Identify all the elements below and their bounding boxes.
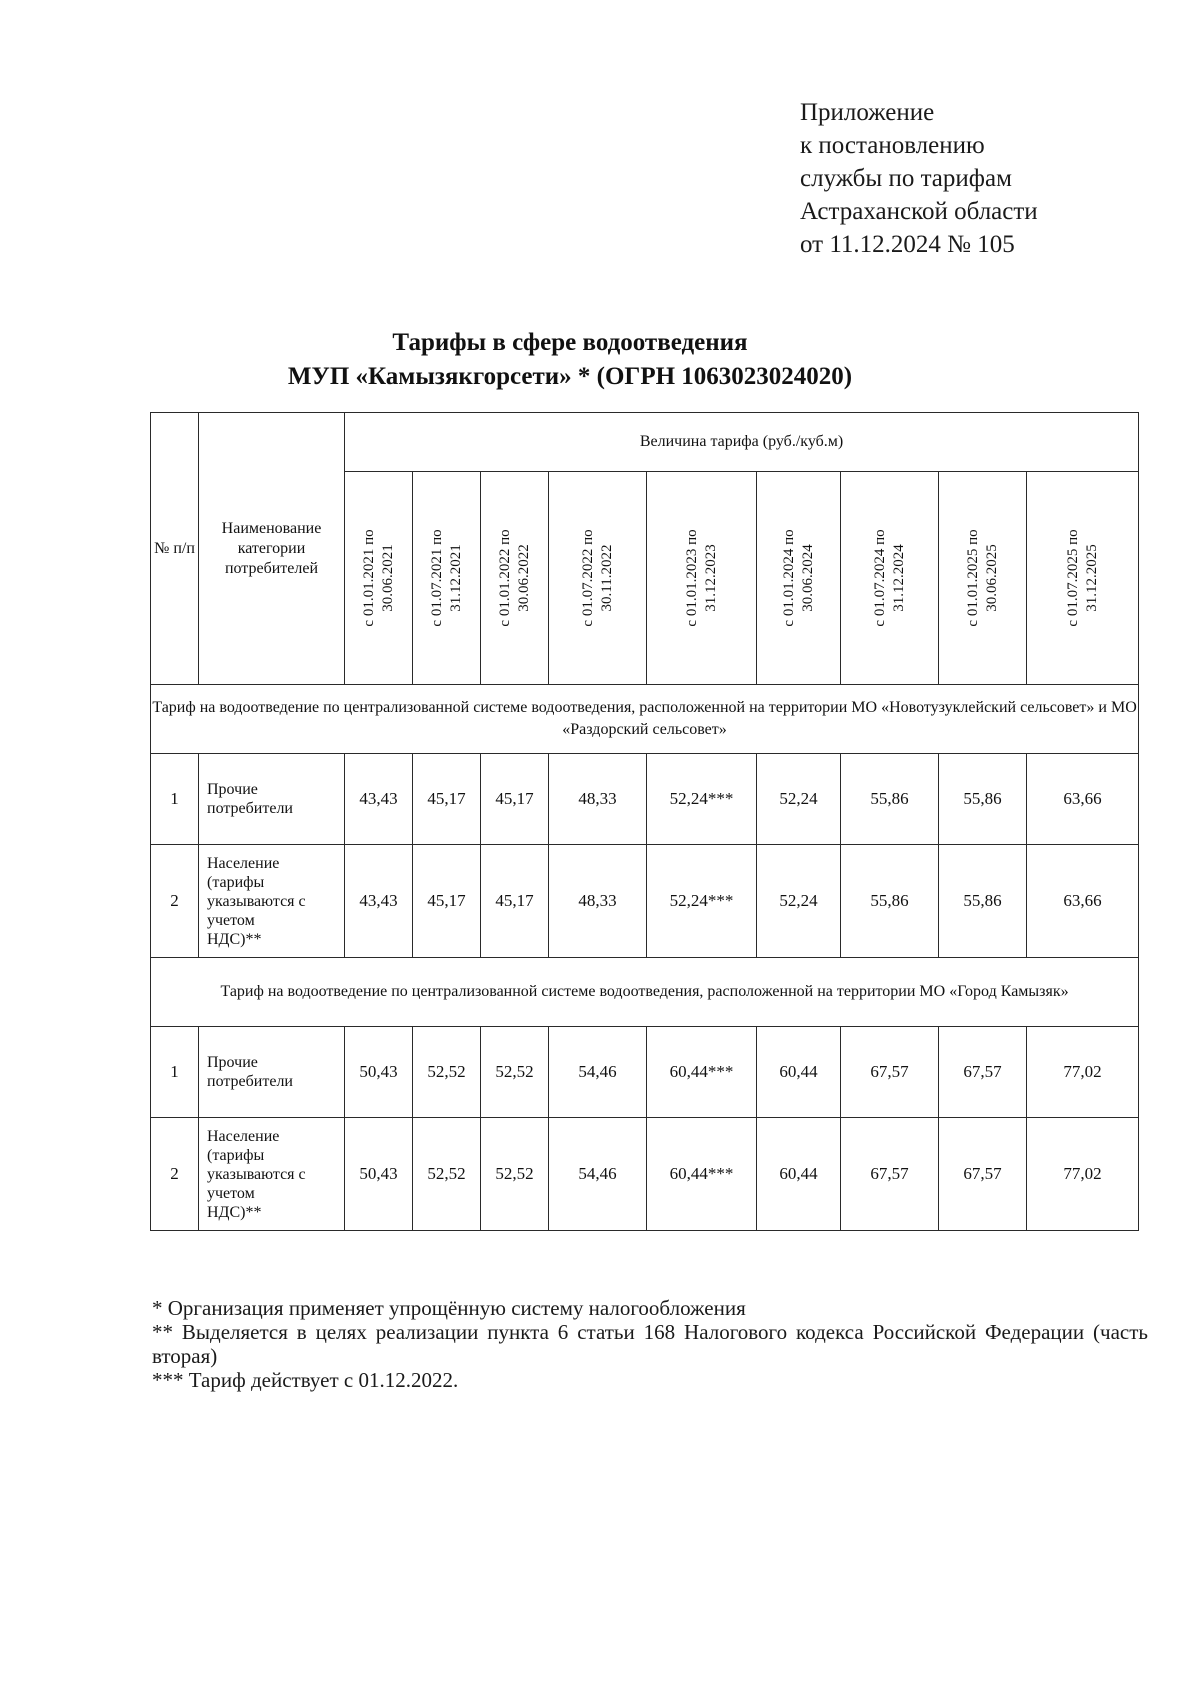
period-header (345, 472, 413, 685)
footnote-3: *** Тариф действует с 01.12.2022. (152, 1368, 459, 1392)
period-to: 30.06.2024 (799, 544, 816, 612)
tariff-table (150, 412, 1139, 1231)
period-to: 31.12.2023 (702, 544, 719, 612)
tariff-cell: 77,02 (1027, 1118, 1139, 1231)
footnote-2: ** Выделяется в целях реализации пункта 6 статьи 168 Налогового кодекса Российской Федерации (часть вторая) (152, 1320, 1148, 1368)
appendix-line: к постановлению (800, 132, 985, 159)
period-header (549, 472, 647, 685)
table-row (151, 1118, 1139, 1231)
tariff-cell: 52,52 (481, 1027, 549, 1118)
tariff-cell: 55,86 (841, 754, 939, 845)
tariff-cell: 52,24 (757, 754, 841, 845)
period-to: 31.12.2024 (890, 544, 907, 612)
tariff-cell: 48,33 (549, 754, 647, 845)
row-category (199, 1118, 345, 1231)
tariff-cell: 48,33 (549, 845, 647, 958)
appendix-block (800, 96, 1038, 261)
row-number: 2 (151, 845, 199, 958)
tariff-cell: 52,52 (413, 1027, 481, 1118)
row-category (199, 845, 345, 958)
tariff-cell: 45,17 (413, 754, 481, 845)
period-to: 30.11.2022 (598, 544, 615, 612)
period-to: 30.06.2025 (983, 544, 1000, 612)
tariff-cell: 67,57 (939, 1027, 1027, 1118)
period-from: с 01.01.2022 по (496, 529, 513, 627)
tariff-cell: 52,24*** (647, 845, 757, 958)
section-title: Тариф на водоотведение по централизованной системе водоотведения, расположенной на территории МО «Новотузуклейский сельсовет» и МО «Раздорский сельсовет» (151, 685, 1139, 754)
period-from: с 01.01.2021 по (360, 529, 377, 627)
tariff-cell: 45,17 (413, 845, 481, 958)
period-from: с 01.07.2021 по (428, 529, 445, 627)
section-title: Тариф на водоотведение по централизованной системе водоотведения, расположенной на территории МО «Город Камызяк» (151, 958, 1139, 1027)
tariff-cell: 63,66 (1027, 754, 1139, 845)
tariff-cell: 45,17 (481, 845, 549, 958)
row-number: 1 (151, 1027, 199, 1118)
title-line-2: МУП «Камызякгорсети» * (ОГРН 1063023024020) (287, 363, 853, 390)
row-category (199, 1027, 345, 1118)
title-line-1: Тарифы в сфере водоотведения (392, 329, 748, 356)
appendix-line: Астраханской области (800, 198, 1038, 225)
appendix-line: Приложение (800, 99, 935, 126)
row-category-text: Прочие потребители (207, 781, 293, 817)
period-header (481, 472, 549, 685)
section-row (151, 958, 1139, 1027)
tariff-cell: 67,57 (841, 1027, 939, 1118)
tariff-cell: 52,24 (757, 845, 841, 958)
period-header (413, 472, 481, 685)
tariff-cell: 52,52 (481, 1118, 549, 1231)
tariff-cell: 45,17 (481, 754, 549, 845)
footnotes (152, 1296, 1148, 1392)
table-row (151, 1027, 1139, 1118)
section-row (151, 685, 1139, 754)
tariff-cell: 43,43 (345, 845, 413, 958)
column-header-name: Наименование категории потребителей (199, 413, 345, 685)
tariff-cell: 67,57 (939, 1118, 1027, 1231)
period-header (939, 472, 1027, 685)
period-from: с 01.07.2025 по (1064, 529, 1081, 627)
tariff-cell: 52,24*** (647, 754, 757, 845)
tariff-cell: 63,66 (1027, 845, 1139, 958)
tariff-value-label: Величина тарифа (руб./куб.м) (639, 433, 844, 450)
table-row (151, 754, 1139, 845)
period-from: с 01.01.2024 по (780, 529, 797, 627)
row-category-text: Население (тарифы указываются с учетом НДС)** (207, 1127, 306, 1221)
period-to: 30.06.2021 (379, 544, 396, 612)
row-number: 1 (151, 754, 199, 845)
tariff-cell: 50,43 (345, 1027, 413, 1118)
tariff-cell: 60,44 (757, 1027, 841, 1118)
period-to: 31.12.2021 (447, 544, 464, 612)
tariff-cell: 54,46 (549, 1118, 647, 1231)
tariff-cell: 67,57 (841, 1118, 939, 1231)
table-row (151, 845, 1139, 958)
header-row (151, 413, 1139, 472)
tariff-cell: 77,02 (1027, 1027, 1139, 1118)
period-to: 30.06.2022 (515, 544, 532, 612)
tariff-cell: 55,86 (841, 845, 939, 958)
row-number: 2 (151, 1118, 199, 1231)
row-category-text: Население (тарифы указываются с учетом НДС)** (207, 854, 306, 948)
tariff-cell: 55,86 (939, 845, 1027, 958)
tariff-cell: 50,43 (345, 1118, 413, 1231)
appendix-line: службы по тарифам (800, 165, 1012, 192)
tariff-cell: 60,44 (757, 1118, 841, 1231)
column-header-number: № п/п (151, 413, 199, 685)
footnote-1: * Организация применяет упрощённую систему налогообложения (152, 1296, 746, 1320)
row-category-text: Прочие потребители (207, 1054, 293, 1090)
period-from: с 01.07.2022 по (579, 529, 596, 627)
period-to: 31.12.2025 (1083, 544, 1100, 612)
column-header-tariff-value (345, 413, 1139, 472)
tariff-cell: 54,46 (549, 1027, 647, 1118)
tariff-cell: 60,44*** (647, 1027, 757, 1118)
period-header (1027, 472, 1139, 685)
tariff-cell: 60,44*** (647, 1118, 757, 1231)
period-header (757, 472, 841, 685)
period-from: с 01.07.2024 по (871, 529, 888, 627)
appendix-line: от 11.12.2024 № 105 (800, 231, 1015, 258)
period-from: с 01.01.2025 по (964, 529, 981, 627)
tariff-cell: 43,43 (345, 754, 413, 845)
tariff-cell: 52,52 (413, 1118, 481, 1231)
period-header (841, 472, 939, 685)
tariff-cell: 55,86 (939, 754, 1027, 845)
period-from: с 01.01.2023 по (683, 529, 700, 627)
row-category (199, 754, 345, 845)
document-title (150, 326, 990, 394)
period-header (647, 472, 757, 685)
